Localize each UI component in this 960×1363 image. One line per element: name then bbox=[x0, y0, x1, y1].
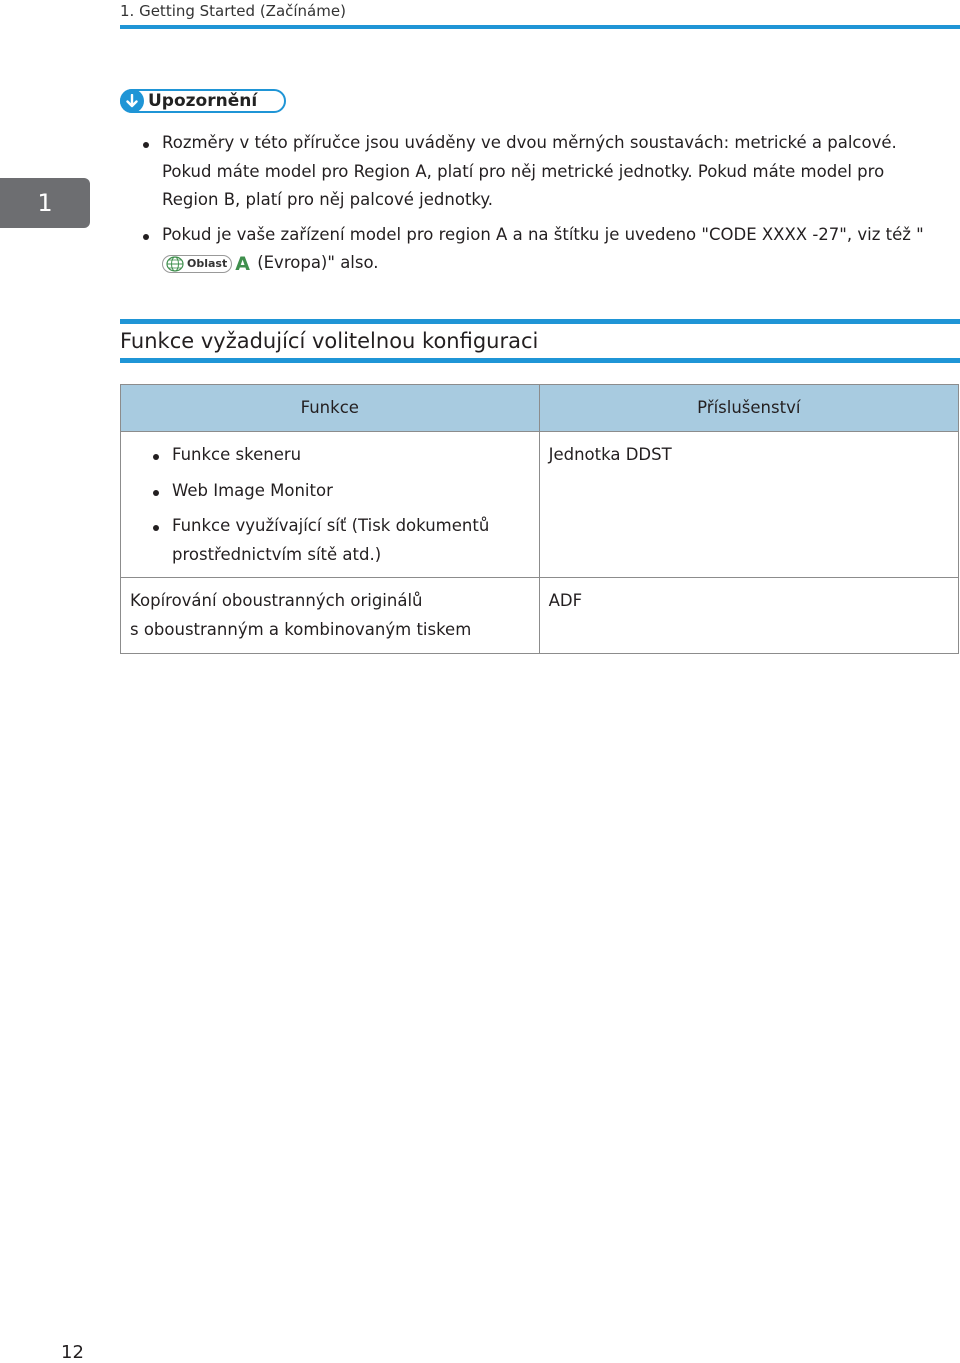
table-cell-functions bbox=[121, 432, 540, 578]
region-mark bbox=[162, 255, 250, 273]
table-row bbox=[121, 432, 959, 578]
caution-bullet-list bbox=[140, 129, 940, 284]
header-rule bbox=[120, 25, 960, 29]
region-badge bbox=[162, 255, 232, 273]
list-item: Funkce využívající síť (Tisk dokumentů prostřednictvím sítě atd.) bbox=[150, 512, 531, 569]
globe-icon bbox=[165, 256, 185, 272]
function-line: Kopírování oboustranných originálů bbox=[130, 591, 423, 610]
region-badge-label: Oblast bbox=[187, 256, 228, 270]
caution-label bbox=[120, 89, 286, 113]
region-text-before: Pokud je vaše zařízení model pro region A a na štítku je uvedeno "CODE XXXX -27", viz též " bbox=[162, 224, 924, 244]
list-item: Funkce skeneru bbox=[150, 441, 531, 470]
arrow-down-icon bbox=[120, 89, 144, 113]
table-cell-accessory: Jednotka DDST bbox=[539, 432, 958, 578]
section-title: Funkce vyžadující volitelnou konfiguraci bbox=[120, 329, 539, 353]
caution-title: Upozornění bbox=[148, 91, 258, 111]
function-list bbox=[130, 441, 531, 569]
caution-bullet-region bbox=[140, 221, 940, 278]
section-rule-bottom bbox=[120, 358, 960, 363]
list-item: Web Image Monitor bbox=[150, 477, 531, 506]
table-header-accessory: Příslušenství bbox=[539, 385, 958, 432]
function-line: s oboustranným a kombinovaným tiskem bbox=[130, 619, 472, 639]
region-letter: A bbox=[235, 253, 250, 275]
running-header: 1. Getting Started (Začínáme) bbox=[120, 2, 346, 20]
table-row bbox=[121, 578, 959, 654]
table-cell-function bbox=[121, 578, 540, 654]
page-number: 12 bbox=[61, 1342, 84, 1363]
region-text-after: (Evropa)" also. bbox=[251, 253, 379, 272]
table-cell-accessory: ADF bbox=[539, 578, 958, 654]
table-header-function: Funkce bbox=[121, 385, 540, 432]
chapter-number: 1 bbox=[37, 189, 53, 217]
caution-bullet: Rozměry v této příručce jsou uváděny ve dvou měrných soustavách: metrické a palcové. Pokud máte model pro Region A, platí pro něj metrické jednotky. Pokud máte model pro Region B, platí pro něj palcové jednotky. bbox=[140, 129, 940, 215]
options-table bbox=[120, 384, 959, 654]
chapter-tab bbox=[0, 178, 90, 228]
table-header-row bbox=[121, 385, 959, 432]
